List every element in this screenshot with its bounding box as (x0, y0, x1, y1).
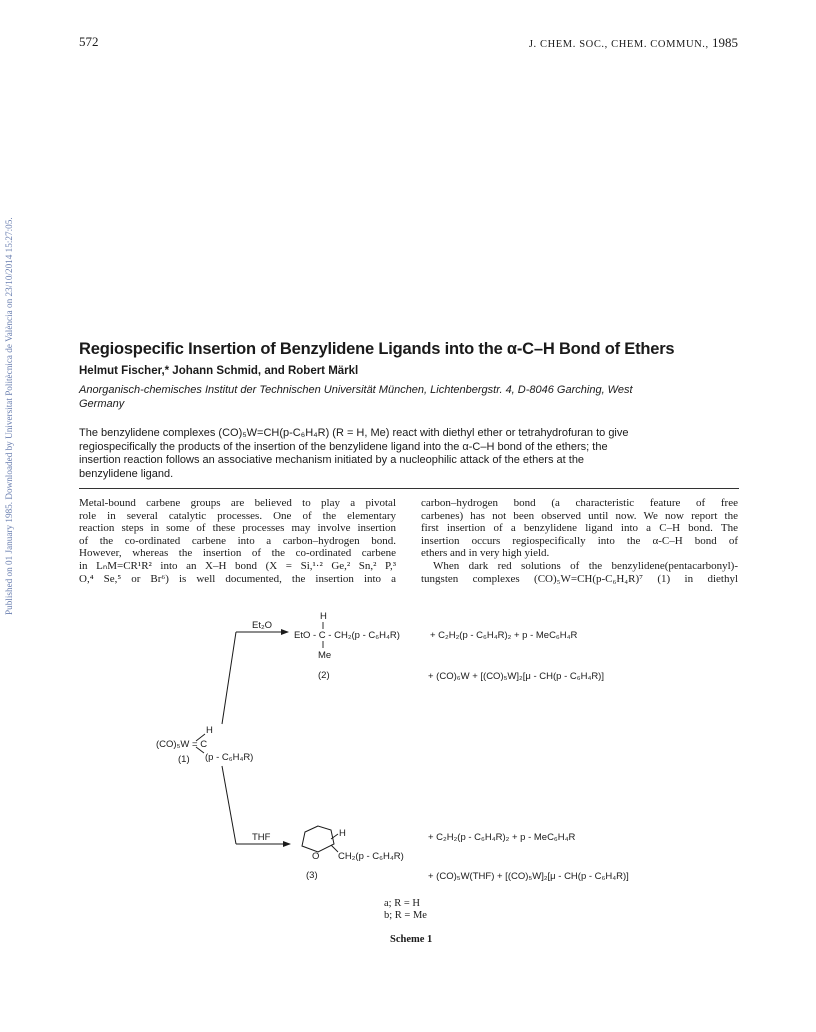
body-line: Metal-bound carbene groups are believed to play a pivotal (79, 497, 396, 509)
section-divider (79, 488, 739, 489)
atom-label: H (320, 611, 327, 622)
body-line: insertion occurs regiospecifically into the α-C–H bond of (421, 534, 738, 547)
article-affiliation (79, 384, 739, 411)
body-column-left (79, 497, 396, 585)
abstract-line: benzylidene ligand. (79, 467, 174, 480)
reagent-label: Et₂O (252, 620, 273, 631)
legend-line: a; R = H (384, 898, 420, 909)
bond-line (331, 845, 338, 852)
body-line: However, whereas the insertion of the co-ordinated carbene (79, 547, 396, 560)
start-substituent: (p - C₆H₄R) (205, 752, 254, 763)
branch-line-down (222, 766, 236, 844)
scheme-legend (384, 898, 427, 922)
legend-line: b; R = Me (384, 910, 427, 921)
side-products: + C₂H₂(p - C₆H₄R)₂ + p - MeC₆H₄R (430, 630, 578, 641)
side-products: + C₂H₂(p - C₆H₄R)₂ + p - MeC₆H₄R (428, 832, 576, 843)
reagent-label: THF (252, 832, 271, 843)
abstract-line: insertion reaction follows an associative mechanism initiated by a nucleophilic attack of the ethers at the (79, 454, 585, 466)
body-line: first insertion of a benzylidene ligand into a C–H bond. The (421, 522, 738, 535)
body-line: carbon–hydrogen bond (a characteristic feature of free (421, 497, 738, 509)
affiliation-line: Germany (79, 397, 125, 410)
start-complex: (CO)₅W = C (156, 739, 208, 750)
body-line: role in several catalytic processes. One of the elementary (79, 509, 396, 522)
product-2: EtO - C - CH₂(p - C₆H₄R) (294, 630, 400, 641)
affiliation-line: Anorganisch-chemisches Institut der Technischen Universität München, Lichtenbergstr. 4, D-8046 Garching, West (79, 384, 633, 396)
body-line: ethers and in very high yield. (421, 547, 550, 560)
page-number: 572 (79, 34, 99, 49)
body-line: reaction steps in some of these processes may involve insertion (79, 522, 396, 535)
atom-label: Me (318, 650, 332, 661)
body-line: When dark red solutions of the benzylidene(pentacarbonyl)- (433, 559, 738, 572)
article-authors: Helmut Fischer,* Johann Schmid, and Robert Märkl (79, 365, 359, 377)
download-watermark-text: Published on 01 January 1985. Downloaded by Universitat Politècnica de València on 23/10/2014 15:27:05. (4, 217, 14, 615)
side-products: + (CO)₆W + [(CO)₅W]₂[μ - CH(p - C₆H₄R)] (428, 671, 604, 682)
running-head (529, 35, 738, 51)
side-products: + (CO)₅W(THF) + [(CO)₅W]₂[μ - CH(p - C₆H₄R)] (428, 871, 629, 882)
reaction-scheme (0, 600, 816, 980)
body-line: O,⁴ Se,⁵ or Br⁶) is well documented, the insertion into a (79, 572, 396, 585)
compound-label-3: (3) (306, 870, 318, 881)
compound-label-1: (1) (178, 754, 190, 765)
abstract-line: regiospecifically the products of the insertion of the benzylidene ligand into the α-C–H bond of the ethers; the (79, 440, 608, 453)
product-3-substituent: CH₂(p - C₆H₄R) (338, 851, 404, 862)
atom-label: O (312, 851, 320, 862)
scheme-caption: Scheme 1 (390, 934, 433, 945)
article-title: Regiospecific Insertion of Benzylidene Ligands into the α-C–H Bond of Ethers (79, 340, 675, 358)
download-watermark (2, 160, 16, 620)
journal-year: 1985 (712, 35, 738, 50)
body-line: tungsten complexes (CO)₅W=CH(p-C₆H₄R)⁷ (1) in diethyl (421, 572, 738, 585)
body-line: carbenes) has not been observed until now. We now report the (421, 509, 738, 522)
thf-ring (302, 826, 334, 852)
atom-label: H (206, 725, 213, 736)
body-line: of the co-ordinated carbene into a carbon–hydrogen bond. (79, 534, 396, 547)
body-column-right (421, 497, 738, 585)
atom-label: H (339, 828, 346, 839)
journal-name: J. CHEM. SOC., CHEM. COMMUN., (528, 39, 709, 50)
article-abstract (79, 427, 739, 481)
compound-label-2: (2) (318, 670, 330, 681)
abstract-line: The benzylidene complexes (CO)₅W=CH(p-C₆H₄R) (R = H, Me) react with diethyl ether or tetrahydrofuran to give (79, 427, 629, 439)
body-line: in LₙM=CR¹R² into an X–H bond (X = Si,¹·² Ge,² Sn,² P,³ (79, 559, 396, 572)
branch-line-up (222, 632, 236, 724)
